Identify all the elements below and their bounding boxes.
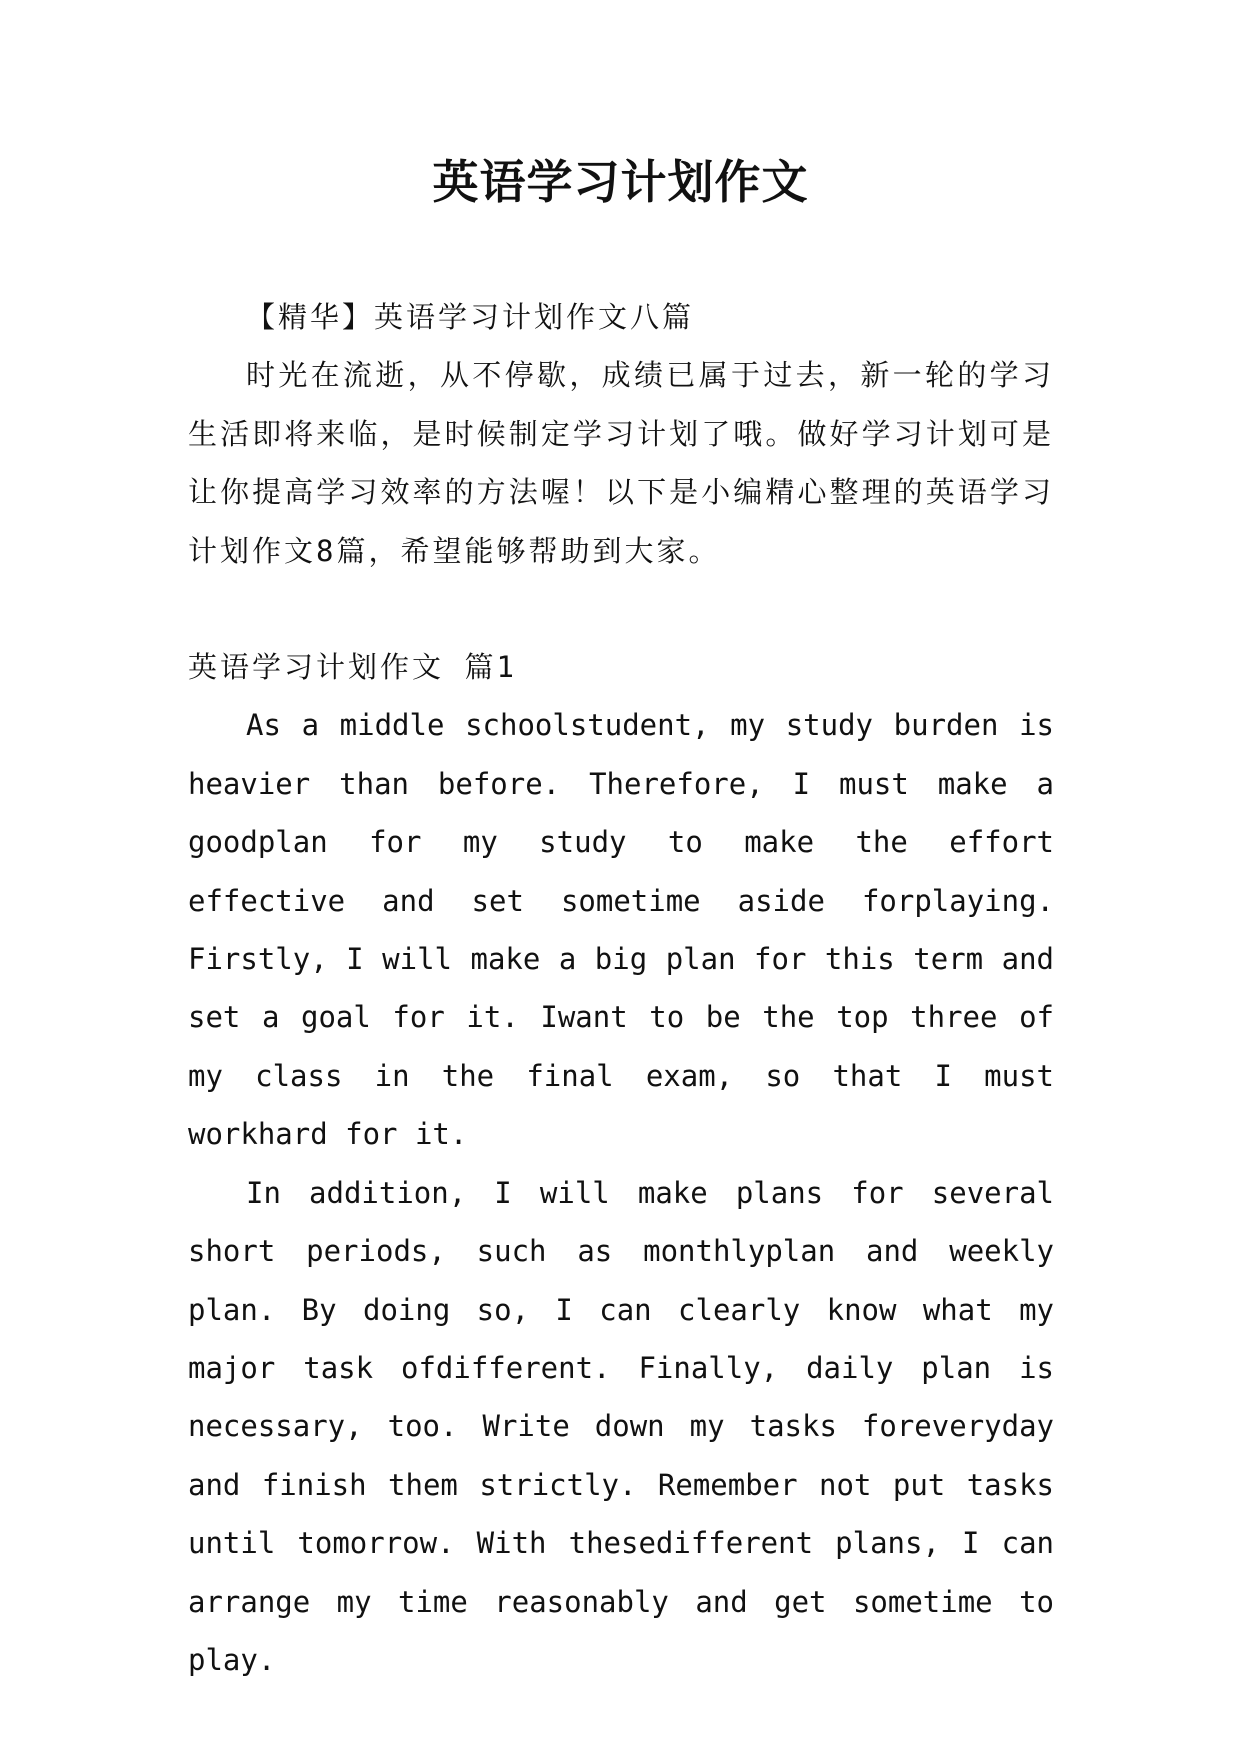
section-heading: 英语学习计划作文 篇1: [188, 650, 517, 685]
essay-paragraph-1: As a middle schoolstudent, my study burden is heavier than before. Therefore, I must make a goodplan for my study to make the effort effective and set sometime aside forplaying. Firstly, I will make a big plan for this term and set a goal for it. Iwant to be the top three of my class in the final exam, so that I must workhard for it.: [188, 708, 1054, 1152]
intro-paragraph: 时光在流逝，从不停歇，成绩已属于过去，新一轮的学习生活即将来临，是时候制定学习计划了哦。做好学习计划可是让你提高学习效率的方法喔！以下是小编精心整理的英语学习计划作文8篇，希望能够帮助到大家。: [188, 358, 1054, 568]
section-spacer: [188, 580, 1054, 638]
document-title: 英语学习计划作文: [432, 155, 809, 209]
document-body: [188, 288, 1054, 1689]
essay-paragraph-2: In addition, I will make plans for several short periods, such as monthlyplan and weekly plan. By doing so, I can clearly know what my major task ofdifferent. Finally, daily plan is necessary, too. Write down my tasks foreveryday and finish them strictly. Remember not put tasks until tomorrow. With thesedifferent plans, I can arrange my time reasonably and get sometime to play.: [188, 1175, 1054, 1677]
document-subtitle: 【精华】英语学习计划作文八篇: [246, 300, 695, 334]
